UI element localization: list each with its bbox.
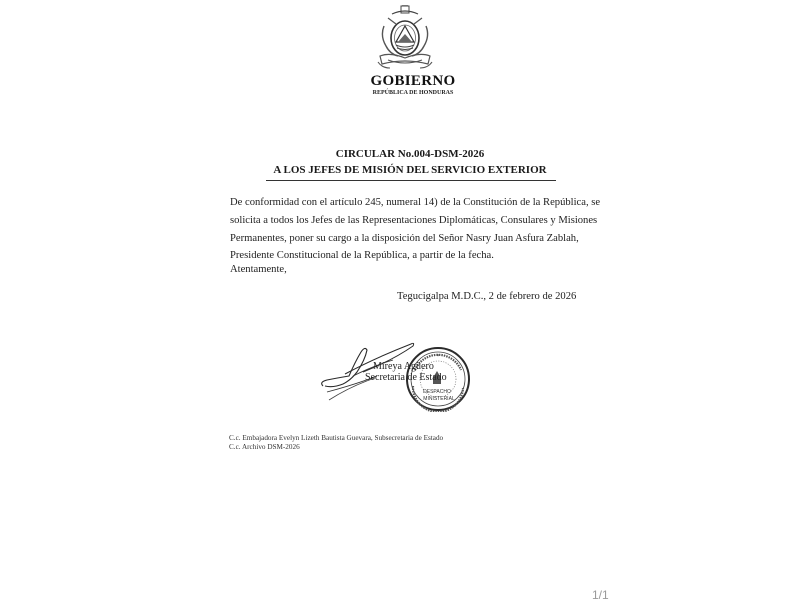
closing-salutation: Atentamente, <box>230 264 287 275</box>
page-counter: 1/1 <box>592 588 609 600</box>
government-subtitle: REPÚBLICA DE HONDURAS <box>372 90 454 96</box>
svg-text:MINISTERIAL: MINISTERIAL <box>423 396 455 402</box>
signature-block <box>315 338 485 418</box>
cc-item: C.c. Embajadora Evelyn Lizeth Bautista Guevara, Subsecretaria de Estado <box>229 434 444 442</box>
body-line: Presidente Constitucional de la República, a partir de la fecha. <box>230 250 494 262</box>
body-line: solicita a todos los Jefes de las Representaciones Diplomáticas, Consulares y Misiones <box>230 214 598 226</box>
svg-text:DESPACHO: DESPACHO <box>423 389 451 395</box>
svg-text:*: * <box>436 354 440 360</box>
body-paragraph <box>230 194 601 265</box>
signer-title: Secretaria de Estado <box>365 372 447 383</box>
signer-name: Mireya Agüero <box>373 361 434 372</box>
cc-item: C.c. Archivo DSM-2026 <box>229 443 300 451</box>
body-line: Permanentes, poner su cargo a la disposición del Señor Nasry Juan Asfura Zablah, <box>230 232 579 244</box>
letterhead <box>340 4 470 97</box>
government-title: GOBIERNO <box>370 73 456 89</box>
honduras-coat-of-arms-icon <box>370 4 440 72</box>
place-and-date: Tegucigalpa M.D.C., 2 de febrero de 2026 <box>397 291 577 302</box>
heading-underline <box>266 180 556 181</box>
circular-recipients: A LOS JEFES DE MISIÓN DEL SERVICIO EXTERIOR <box>273 164 547 176</box>
body-line: De conformidad con el artículo 245, numeral 14) de la Constitución de la República, se <box>230 197 601 208</box>
circular-number: CIRCULAR No.004-DSM-2026 <box>335 148 485 160</box>
carbon-copy-list <box>229 434 443 452</box>
